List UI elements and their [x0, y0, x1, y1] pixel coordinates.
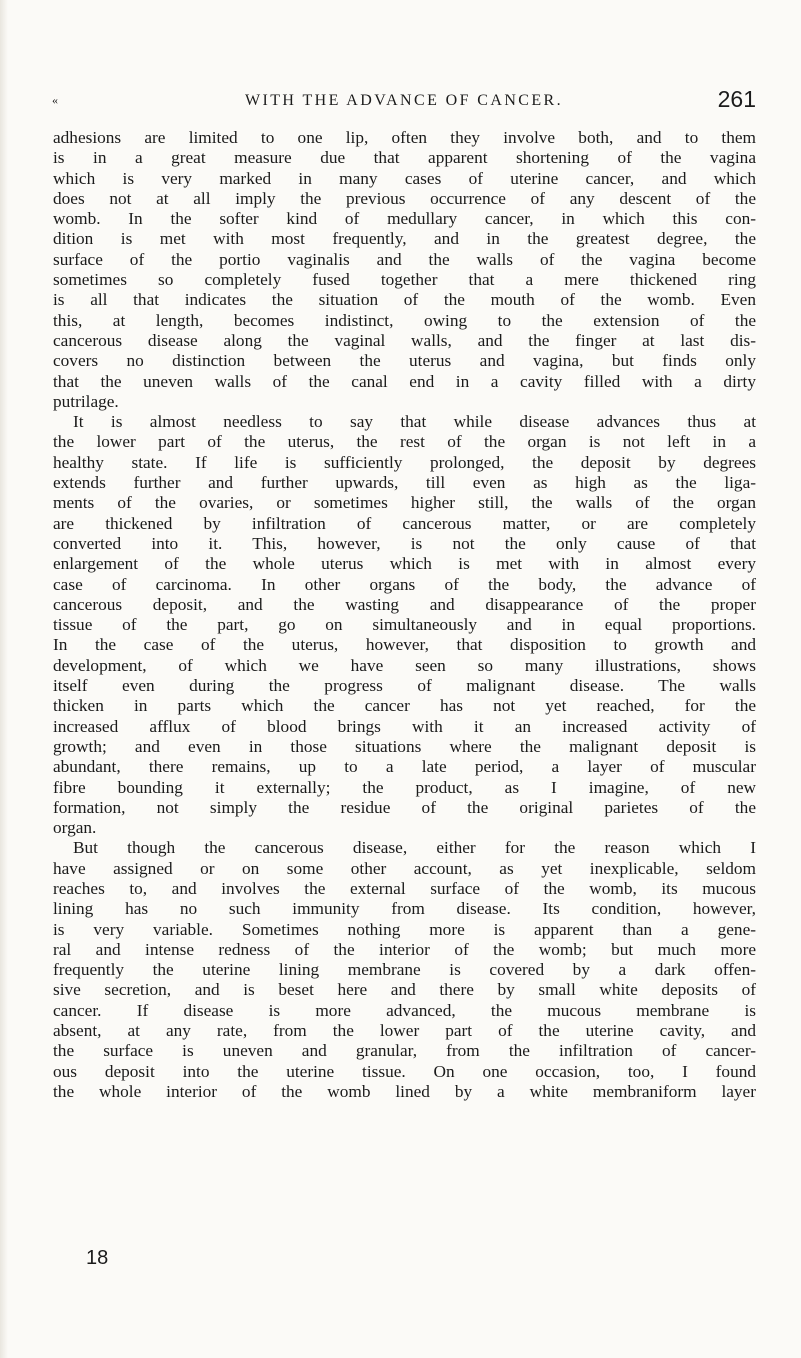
text-line: increased afflux of blood brings with it an increased activity of [53, 716, 756, 736]
text-line: have assigned or on some other account, as yet inexplicable, seldom [53, 858, 756, 878]
text-line: itself even during the progress of malignant disease. The walls [53, 676, 756, 696]
text-line: formation, not simply the residue of the original parietes of the [53, 797, 756, 817]
text-line: this, at length, becomes indistinct, owing to the extension of the [53, 310, 756, 330]
text-line: abundant, there remains, up to a late period, a layer of muscular [53, 757, 756, 777]
header-mark: « [52, 93, 58, 107]
text-line: the lower part of the uterus, the rest of the organ is not left in a [53, 432, 756, 452]
text-line: putrilage. [53, 391, 119, 411]
text-line: the surface is uneven and granular, from the infiltration of cancer- [53, 1041, 756, 1061]
text-line: dition is met with most frequently, and in the greatest degree, the [53, 229, 756, 249]
text-line: tissue of the part, go on simultaneously and in equal proportions. [53, 615, 756, 635]
text-line: sive secretion, and is beset here and there by small white deposits of [53, 980, 756, 1000]
page-edge [0, 0, 8, 1358]
text-line: cancerous deposit, and the wasting and disappearance of the proper [53, 594, 756, 614]
running-header [52, 88, 756, 116]
signature-mark: 18 [86, 1247, 109, 1269]
text-line: the whole interior of the womb lined by a white membraniform layer [53, 1081, 756, 1101]
text-line: does not at all imply the previous occurrence of any descent of the [53, 188, 756, 208]
text-line: fibre bounding it externally; the product, as I imagine, of new [53, 777, 756, 797]
text-line: are thickened by infiltration of cancerous matter, or are completely [53, 513, 756, 533]
text-line: It is almost needless to say that while disease advances thus at [73, 412, 756, 432]
running-title: WITH THE ADVANCE OF CANCER. [245, 92, 563, 109]
text-line: ral and intense redness of the interior of the womb; but much more [53, 939, 756, 959]
text-line: enlargement of the whole uterus which is met with in almost every [53, 554, 756, 574]
text-line: womb. In the softer kind of medullary cancer, in which this con- [53, 209, 756, 229]
text-line: that the uneven walls of the canal end in a cavity filled with a dirty [53, 371, 756, 391]
text-line: thicken in parts which the cancer has not yet reached, for the [53, 696, 756, 716]
text-line: is all that indicates the situation of the mouth of the womb. Even [53, 290, 756, 310]
text-line: surface of the portio vaginalis and the walls of the vagina become [53, 249, 756, 269]
text-line: sometimes so completely fused together that a mere thickened ring [53, 270, 756, 290]
text-line: growth; and even in those situations where the malignant deposit is [53, 736, 756, 756]
text-line: lining has no such immunity from disease. Its condition, however, [53, 899, 756, 919]
text-line: adhesions are limited to one lip, often they involve both, and to them [53, 128, 756, 147]
text-line: cancer. If disease is more advanced, the mucous membrane is [53, 1000, 756, 1020]
text-line: ments of the ovaries, or sometimes higher still, the walls of the organ [53, 493, 756, 513]
paragraph-3 [53, 838, 756, 1102]
text-line: ous deposit into the uterine tissue. On one occasion, too, I found [53, 1061, 756, 1081]
text-line: absent, at any rate, from the lower part of the uterine cavity, and [53, 1021, 756, 1041]
body-text [53, 128, 756, 1102]
text-line: But though the cancerous disease, either for the reason which I [73, 838, 756, 858]
text-line: which is very marked in many cases of uterine cancer, and which [53, 168, 756, 188]
text-line: case of carcinoma. In other organs of the body, the advance of [53, 574, 756, 594]
text-line: healthy state. If life is sufficiently prolonged, the deposit by degrees [53, 452, 756, 472]
text-line: covers no distinction between the uterus and vagina, but finds only [53, 351, 756, 371]
text-line: cancerous disease along the vaginal walls, and the finger at last dis- [53, 330, 756, 350]
page-number: 261 [717, 86, 756, 112]
paragraph-1 [53, 128, 756, 412]
text-line: frequently the uterine lining membrane is covered by a dark offen- [53, 960, 756, 980]
text-line: is in a great measure due that apparent shortening of the vagina [53, 148, 756, 168]
text-line: is very variable. Sometimes nothing more is apparent than a gene- [53, 919, 756, 939]
text-line: development, of which we have seen so many illustrations, shows [53, 655, 756, 675]
text-line: extends further and further upwards, till even as high as the liga- [53, 473, 756, 493]
text-line: In the case of the uterus, however, that disposition to growth and [53, 635, 756, 655]
text-line: organ. [53, 818, 97, 838]
paragraph-2 [53, 412, 756, 838]
text-line: reaches to, and involves the external surface of the womb, its mucous [53, 878, 756, 898]
text-line: converted into it. This, however, is not the only cause of that [53, 533, 756, 553]
